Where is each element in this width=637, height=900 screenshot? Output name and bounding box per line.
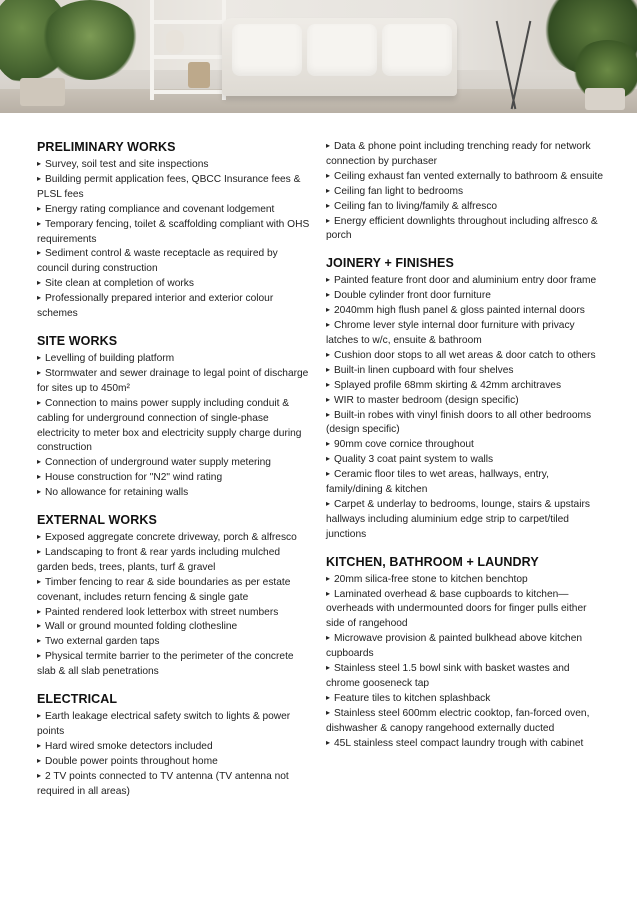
spec-item (326, 588, 606, 633)
spec-item (37, 635, 312, 650)
bullet-icon: ▸ (326, 409, 331, 419)
bullet-icon: ▸ (37, 248, 42, 258)
spec-item (37, 277, 312, 292)
spec-item-text: Stainless steel 1.5 bowl sink with basket wastes and chrome gooseneck tap (326, 663, 570, 689)
spec-item (326, 170, 606, 185)
spec-item-text: Splayed profile 68mm skirting & 42mm architraves (334, 379, 562, 391)
spec-item-text: Ceiling fan light to bedrooms (334, 185, 464, 197)
spec-item (326, 662, 606, 692)
spec-item-text: Two external garden taps (45, 636, 160, 648)
spec-item (326, 438, 606, 453)
bullet-icon: ▸ (326, 379, 331, 389)
spec-item (326, 468, 606, 498)
sofa-cushion (232, 24, 302, 76)
spec-item (326, 692, 606, 707)
spec-item-text: Survey, soil test and site inspections (45, 159, 209, 170)
spec-item-text: Ceramic floor tiles to wet areas, hallways, entry, family/dining & kitchen (326, 469, 549, 496)
spec-item-text: Wall or ground mounted folding clothesline (45, 621, 238, 633)
bullet-icon: ▸ (37, 293, 42, 303)
spec-list (37, 158, 312, 322)
spec-item-text: House construction for "N2" wind rating (45, 472, 223, 484)
spec-item-text: Site clean at completion of works (45, 278, 194, 290)
bullet-icon: ▸ (326, 469, 331, 479)
spec-item (37, 367, 312, 397)
spec-item-text: 45L stainless steel compact laundry trough with cabinet (334, 737, 584, 749)
bullet-icon: ▸ (326, 663, 331, 673)
spec-item (37, 755, 312, 770)
spec-item (326, 364, 606, 379)
spec-item-text: Building permit application fees, QBCC Insurance fees & PLSL fees (37, 173, 301, 200)
bullet-icon: ▸ (326, 439, 331, 449)
bullet-icon: ▸ (37, 755, 42, 765)
spec-list (326, 573, 606, 752)
spec-list (37, 710, 312, 799)
spec-item-text: Exposed aggregate concrete driveway, porch & alfresco (45, 532, 297, 544)
spec-item-text: Stainless steel 600mm electric cooktop, fan-forced oven, dishwasher & canopy rangehood externally ducted (326, 707, 590, 734)
bullet-icon: ▸ (37, 487, 42, 497)
spec-item-text: Carpet & underlay to bedrooms, lounge, stairs & upstairs hallways including aluminium edge strip to carpet/tiled junctions (326, 498, 590, 540)
bullet-icon: ▸ (37, 651, 42, 661)
spec-section (37, 140, 312, 322)
spec-item-text: No allowance for retaining walls (45, 487, 189, 499)
spec-item-text: Levelling of building platform (45, 352, 175, 364)
spec-item (37, 218, 312, 248)
spec-item-text: Professionally prepared interior and exterior colour schemes (37, 293, 274, 320)
spec-item (326, 349, 606, 364)
bullet-icon: ▸ (37, 606, 42, 616)
bullet-icon: ▸ (37, 532, 42, 542)
spec-list (326, 274, 606, 542)
spec-item (37, 710, 312, 740)
spec-item (37, 173, 312, 203)
bullet-icon: ▸ (326, 633, 331, 643)
spec-list (37, 531, 312, 680)
spec-item (37, 247, 312, 277)
spec-item (326, 409, 606, 439)
bullet-icon: ▸ (326, 170, 331, 180)
spec-section (37, 513, 312, 680)
spec-section (326, 140, 606, 244)
bullet-icon: ▸ (326, 573, 331, 583)
spec-section (326, 555, 606, 752)
spec-item (37, 456, 312, 471)
section-heading: JOINERY + FINISHES (326, 256, 454, 271)
bullet-icon: ▸ (37, 457, 42, 467)
spec-item-text: Landscaping to front & rear yards including mulched garden beds, trees, plants, turf & gravel (37, 546, 281, 573)
spec-item-text: 2040mm high flush panel & gloss painted internal doors (334, 305, 585, 317)
spec-item (37, 546, 312, 576)
spec-item (326, 215, 606, 245)
sofa-cushion (382, 24, 452, 76)
spec-item (37, 203, 312, 218)
bullet-icon: ▸ (37, 159, 42, 168)
section-heading: SITE WORKS (37, 333, 118, 348)
hero-sofa (222, 18, 457, 96)
spec-item-text: Energy efficient downlights throughout including alfresco & porch (326, 215, 598, 242)
bullet-icon: ▸ (326, 707, 331, 717)
spec-item (37, 770, 312, 800)
spec-item-text: Microwave provision & painted bulkhead above kitchen cupboards (326, 633, 583, 660)
spec-item-text: Hard wired smoke detectors included (45, 740, 213, 752)
section-heading: EXTERNAL WORKS (37, 513, 157, 528)
spec-item-text: 20mm silica-free stone to kitchen benchtop (334, 573, 528, 585)
spec-section (326, 256, 606, 542)
shelf-vase (166, 30, 184, 54)
spec-item-text: Physical termite barrier to the perimeter of the concrete slab & all slab penetrations (37, 651, 294, 678)
spec-item-text: Chrome lever style internal door furniture with privacy latches to w/c, ensuite & bathroom (326, 320, 575, 346)
spec-item (37, 292, 312, 322)
spec-item-text: 2 TV points connected to TV antenna (TV antenna not required in all areas) (37, 770, 289, 797)
spec-item-text: Timber fencing to rear & side boundaries as per estate covenant, includes return fencing & single gate (37, 576, 291, 603)
bullet-icon: ▸ (326, 364, 331, 374)
bullet-icon: ▸ (326, 454, 331, 464)
spec-item (326, 632, 606, 662)
bullet-icon: ▸ (37, 352, 42, 362)
bullet-icon: ▸ (326, 498, 331, 508)
plant-pot-right (585, 88, 625, 110)
spec-item-text: Ceiling fan to living/family & alfresco (334, 200, 498, 212)
spec-item (326, 737, 606, 752)
bullet-icon: ▸ (37, 367, 42, 377)
bullet-icon: ▸ (37, 576, 42, 586)
spec-item (37, 740, 312, 755)
bullet-icon: ▸ (326, 320, 331, 330)
bullet-icon: ▸ (326, 141, 331, 150)
spec-item (326, 185, 606, 200)
spec-item-text: Connection of underground water supply metering (45, 457, 271, 469)
bullet-icon: ▸ (326, 692, 331, 702)
spec-item-text: Double cylinder front door furniture (334, 290, 491, 302)
spec-list (326, 140, 606, 244)
spec-item (37, 471, 312, 486)
bullet-icon: ▸ (37, 711, 42, 721)
bullet-icon: ▸ (326, 275, 331, 285)
sofa-cushion (307, 24, 377, 76)
spec-item-text: Painted rendered look letterbox with street numbers (45, 606, 279, 618)
hero-photo (0, 0, 637, 113)
spec-item (326, 498, 606, 543)
bullet-icon: ▸ (37, 472, 42, 482)
spec-list (37, 352, 312, 501)
spec-item (37, 650, 312, 680)
bullet-icon: ▸ (326, 305, 331, 315)
plant-left-2 (40, 0, 140, 80)
spec-item-text: Sediment control & waste receptacle as required by council during construction (37, 248, 278, 275)
bullet-icon: ▸ (37, 621, 42, 631)
spec-item-text: Double power points throughout home (45, 755, 218, 767)
bullet-icon: ▸ (326, 394, 331, 404)
bullet-icon: ▸ (37, 546, 42, 556)
spec-item (37, 352, 312, 367)
spec-item-text: WIR to master bedroom (design specific) (334, 394, 519, 406)
spec-item-text: Laminated overhead & base cupboards to kitchen—overheads with undermounted doors for finger pulls either side of rangehood (326, 588, 587, 630)
spec-item (37, 486, 312, 501)
bullet-icon: ▸ (326, 349, 331, 359)
bullet-icon: ▸ (37, 278, 42, 288)
bullet-icon: ▸ (326, 737, 331, 747)
bullet-icon: ▸ (37, 218, 42, 228)
bullet-icon: ▸ (37, 636, 42, 646)
spec-item-text: Built-in robes with vinyl finish doors to all other bedrooms (design specific) (326, 409, 592, 436)
spec-item-text: Ceiling exhaust fan vented externally to bathroom & ensuite (334, 170, 604, 182)
spec-item (326, 304, 606, 319)
spec-item (37, 158, 312, 173)
section-heading: KITCHEN, BATHROOM + LAUNDRY (326, 554, 539, 569)
spec-item (326, 200, 606, 215)
spec-item (326, 140, 606, 170)
spec-item-text: 90mm cove cornice throughout (334, 439, 474, 451)
right-column (326, 140, 606, 764)
spec-item-text: Built-in linen cupboard with four shelves (334, 364, 514, 376)
shelf-box (188, 62, 210, 88)
spec-item (326, 394, 606, 409)
spec-item (326, 707, 606, 737)
bullet-icon: ▸ (326, 215, 331, 225)
spec-item-text: Temporary fencing, toilet & scaffolding compliant with OHS requirements (37, 218, 310, 245)
spec-item (326, 379, 606, 394)
plant-pot-left (20, 78, 65, 106)
bullet-icon: ▸ (326, 290, 331, 300)
spec-item (37, 531, 312, 546)
spec-item (326, 289, 606, 304)
bullet-icon: ▸ (326, 588, 331, 598)
spec-item (37, 620, 312, 635)
bullet-icon: ▸ (326, 185, 331, 195)
bullet-icon: ▸ (37, 203, 42, 213)
spec-item-text: Connection to mains power supply including conduit & cabling for underground connection of single-phase electricity to meter box and electricity supply charge during construction (37, 397, 302, 454)
left-column (37, 140, 312, 812)
bullet-icon: ▸ (326, 200, 331, 210)
spec-item (37, 606, 312, 621)
section-heading: ELECTRICAL (37, 692, 118, 707)
spec-item-text: Stormwater and sewer drainage to legal point of discharge for sites up to 450m² (37, 367, 309, 394)
bullet-icon: ▸ (37, 397, 42, 407)
spec-item-text: Painted feature front door and aluminium entry door frame (334, 275, 597, 287)
spec-item-text: Feature tiles to kitchen splashback (334, 692, 491, 704)
spec-section (37, 334, 312, 501)
spec-item-text: Cushion door stops to all wet areas & door catch to others (334, 349, 596, 361)
spec-item (326, 319, 606, 349)
spec-item (326, 274, 606, 289)
spec-item (37, 576, 312, 606)
spec-item-text: Energy rating compliance and covenant lodgement (45, 203, 275, 215)
spec-item (326, 573, 606, 588)
spec-section (37, 692, 312, 799)
section-heading: PRELIMINARY WORKS (37, 140, 176, 154)
spec-item-text: Data & phone point including trenching ready for network connection by purchaser (326, 141, 591, 167)
bullet-icon: ▸ (37, 740, 42, 750)
spec-item-text: Earth leakage electrical safety switch to lights & power points (37, 711, 291, 737)
bullet-icon: ▸ (37, 173, 42, 183)
spec-item (37, 397, 312, 457)
spec-item (326, 453, 606, 468)
bullet-icon: ▸ (37, 770, 42, 780)
spec-item-text: Quality 3 coat paint system to walls (334, 454, 494, 466)
